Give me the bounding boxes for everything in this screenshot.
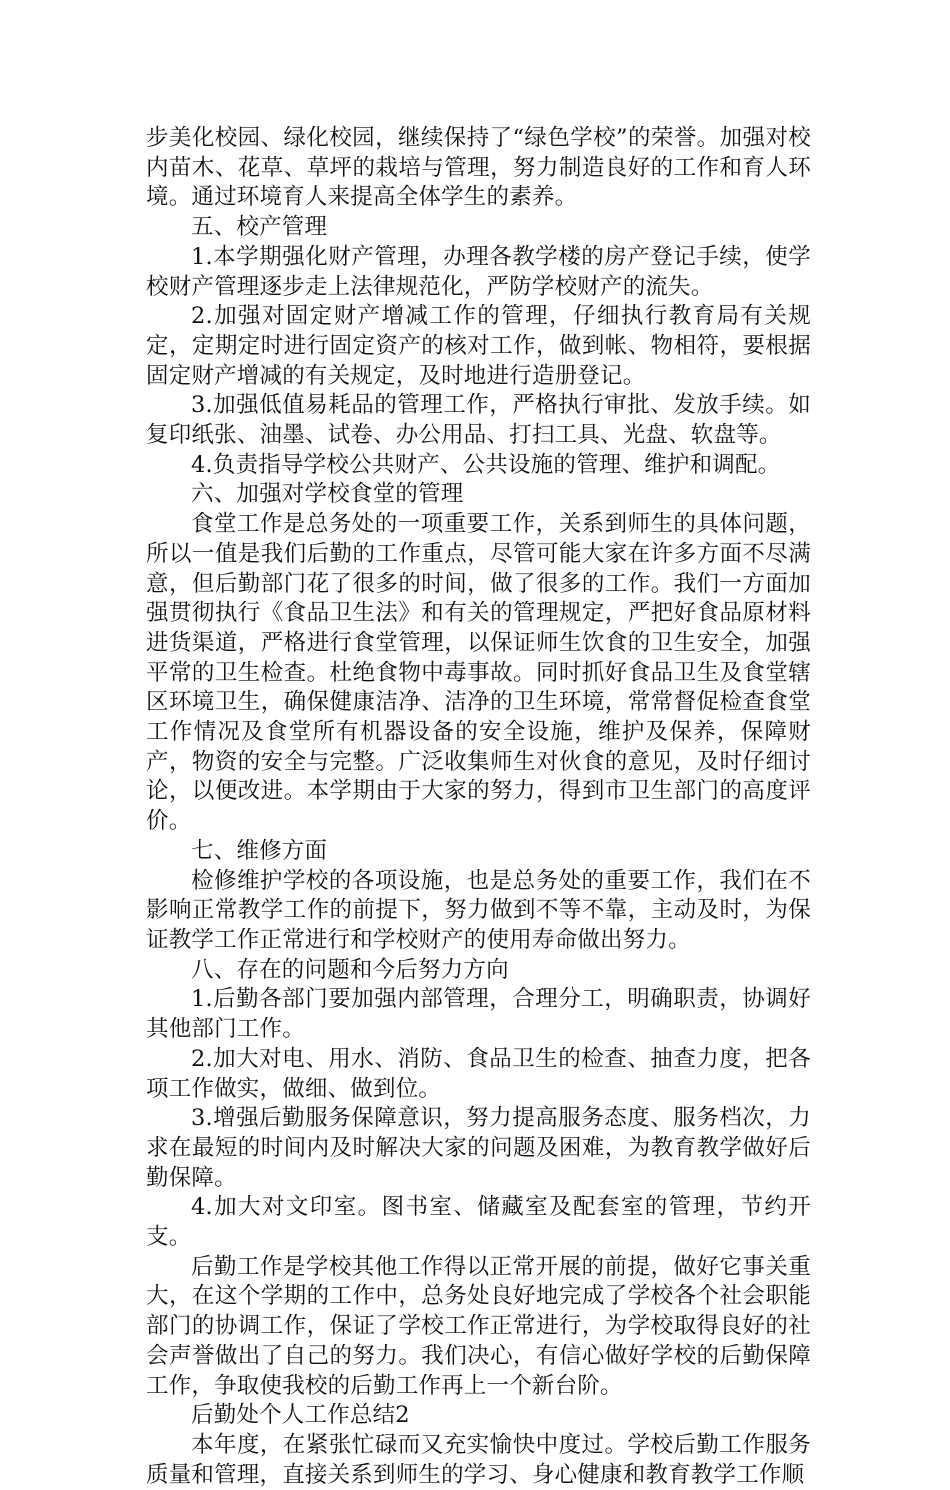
paragraph-property-1: 1.本学期强化财产管理，办理各教学楼的房产登记手续，使学校财产管理逐步走上法律规范化，严防学校财产的流失。 bbox=[146, 243, 811, 300]
paragraph-problems-3: 3.增强后勤服务保障意识，努力提高服务态度、服务档次，力求在最短的时间内及时解决大家的问题及困难，为教育教学做好后勤保障。 bbox=[146, 1105, 811, 1191]
paragraph-canteen: 食堂工作是总务处的一项重要工作，关系到师生的具体问题，所以一值是我们后勤的工作重点，尽管可能大家在许多方面不尽满意，但后勤部门花了很多的时间，做了很多的工作。我们一方面加强贯彻执行《食品卫生法》和有关的管理规定，严把好食品原材料进货渠道，严格进行食堂管理，以保证师生饮食的卫生安全，加强平常的卫生检查。杜绝食物中毒事故。同时抓好食品卫生及食堂辖区环境卫生，确保健康洁净、洁净的卫生环境，常常督促检查食堂工作情况及食堂所有机器设备的安全设施，维护及保养，保障财产，物资的安全与完整。广泛收集师生对伙食的意见，及时仔细讨论，以便改进。本学期由于大家的努力，得到市卫生部门的高度评价。 bbox=[146, 511, 811, 835]
section-heading-summary-2: 后勤处个人工作总结2 bbox=[191, 1402, 410, 1429]
paragraph-property-4: 4.负责指导学校公共财产、公共设施的管理、维护和调配。 bbox=[191, 451, 781, 478]
paragraph-problems-1: 1.后勤各部门要加强内部管理，合理分工，明确职责，协调好其他部门工作。 bbox=[146, 986, 811, 1043]
paragraph-summary-2-intro: 本年度，在紧张忙碌而又充实愉快中度过。学校后勤工作服务质量和管理，直接关系到师生的学习、身心健康和教育教学工作顺 bbox=[146, 1431, 811, 1488]
paragraph-conclusion: 后勤工作是学校其他工作得以正常开展的前提，做好它事关重大，在这个学期的工作中，总务处良好地完成了学校各个社会职能部门的协调工作，保证了学校工作正常进行，为学校取得良好的社会声誉做出了自己的努力。我们决心，有信心做好学校的后勤保障工作，争取使我校的后勤工作再上一个新台阶。 bbox=[146, 1253, 811, 1399]
paragraph-problems-2: 2.加大对电、用水、消防、食品卫生的检查、抽查力度，把各项工作做实，做细、做到位。 bbox=[146, 1045, 811, 1102]
document-page bbox=[146, 124, 811, 1490]
section-heading-canteen: 六、加强对学校食堂的管理 bbox=[191, 481, 464, 508]
paragraph-maintenance: 检修维护学校的各项设施，也是总务处的重要工作，我们在不影响正常教学工作的前提下，努力做到不等不靠，主动及时，为保证教学工作正常进行和学校财产的使用寿命做出努力。 bbox=[146, 867, 811, 953]
paragraph-problems-4: 4.加大对文印室。图书室、储藏室及配套室的管理，节约开支。 bbox=[146, 1194, 811, 1251]
paragraph-campus-greening: 步美化校园、绿化校园，继续保持了“绿色学校”的荣誉。加强对校内苗木、花草、草坪的栽培与管理，努力制造良好的工作和育人环境。通过环境育人来提高全体学生的素养。 bbox=[146, 125, 811, 211]
section-heading-problems: 八、存在的问题和今后努力方向 bbox=[191, 956, 509, 983]
paragraph-property-2: 2.加强对固定财产增减工作的管理，仔细执行教育局有关规定，定期定时进行固定资产的核对工作，做到帐、物相符，要根据固定财产增减的有关规定，及时地进行造册登记。 bbox=[146, 303, 811, 389]
paragraph-property-3: 3.加强低值易耗品的管理工作，严格执行审批、发放手续。如复印纸张、油墨、试卷、办公用品、打扫工具、光盘、软盘等。 bbox=[146, 392, 811, 449]
section-heading-school-property: 五、校产管理 bbox=[191, 214, 328, 241]
section-heading-maintenance: 七、维修方面 bbox=[191, 837, 328, 864]
